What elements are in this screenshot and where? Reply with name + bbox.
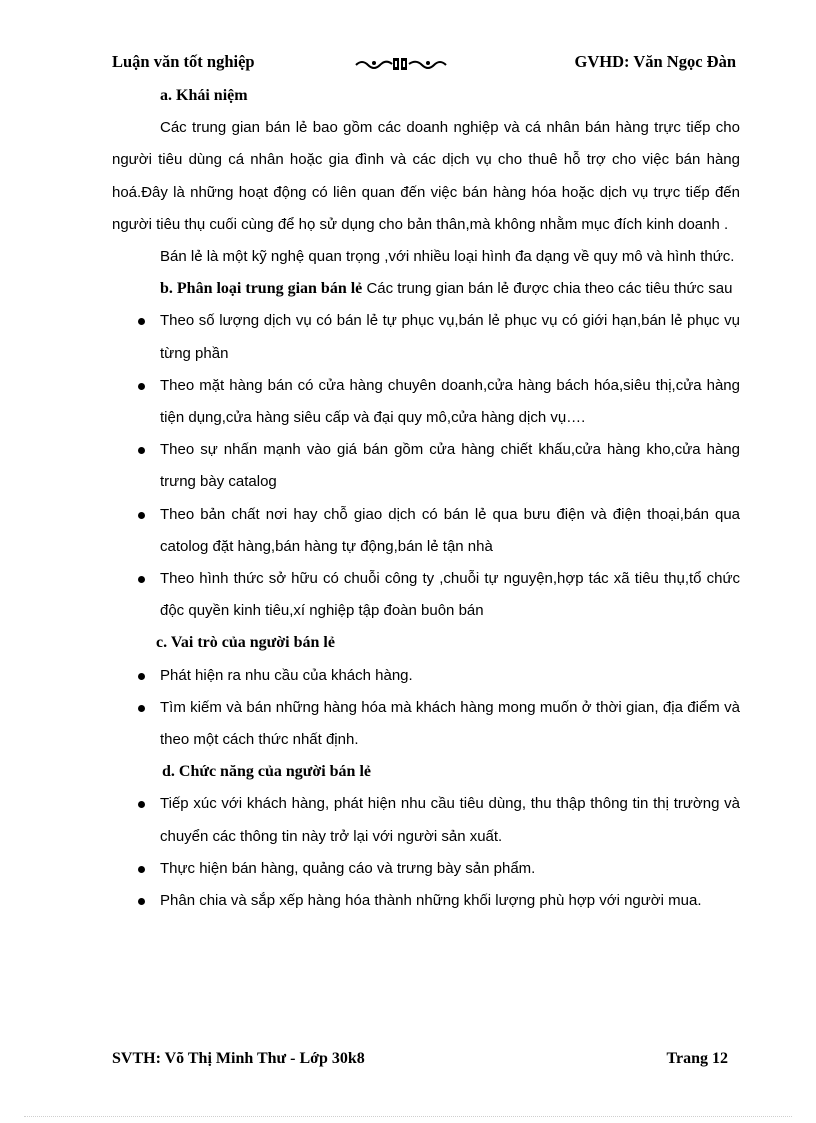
bullet-icon bbox=[138, 318, 145, 325]
bullet-icon bbox=[138, 512, 145, 519]
list-item bbox=[112, 788, 740, 852]
list-item bbox=[112, 370, 740, 434]
bullet-icon bbox=[138, 673, 145, 680]
bullet-icon bbox=[138, 801, 145, 808]
list-item-text: Phát hiện ra nhu cầu của khách hàng. bbox=[160, 666, 413, 684]
bullet-icon bbox=[138, 383, 145, 390]
student-label: SVTH: Võ Thị Minh Thư - Lớp 30k8 bbox=[112, 1050, 365, 1067]
list-item bbox=[112, 499, 740, 563]
thesis-label: Luận văn tốt nghiệp bbox=[112, 52, 255, 71]
list-item-text: Theo mặt hàng bán có cửa hàng chuyên doanh,cửa hàng bách hóa,siêu thị,cửa hàng tiện dụng,cửa hàng siêu cấp và đại quy mô,cửa hàng dịch vụ…. bbox=[160, 376, 740, 427]
bullet-icon bbox=[138, 705, 145, 712]
list-item-text: Theo hình thức sở hữu có chuỗi công ty ,chuỗi tự nguyện,hợp tác xã tiêu thụ,tổ chức độc quyền kinh tiêu,xí nghiệp tập đoàn buôn bán bbox=[160, 570, 740, 620]
page-bottom-divider bbox=[24, 1116, 792, 1117]
list-item-text: Theo bản chất nơi hay chỗ giao dịch có bán lẻ qua bưu điện và điện thoại,bán qua catolog đặt hàng,bán hàng tự động,bán lẻ tận nhà bbox=[160, 505, 740, 555]
section-c-heading: c. Vai trò của người bán lẻ bbox=[156, 634, 335, 652]
list-item bbox=[112, 305, 740, 369]
bullet-icon bbox=[138, 898, 145, 905]
section-a-heading: a. Khái niệm bbox=[160, 87, 248, 104]
list-item-text: Theo số lượng dịch vụ có bán lẻ tự phục vụ,bán lẻ phục vụ có giới hạn,bán lẻ phục vụ từng phần bbox=[160, 312, 740, 362]
section-b-list bbox=[112, 305, 740, 627]
list-item-text: Phân chia và sắp xếp hàng hóa thành những khối lượng phù hợp với người mua. bbox=[160, 892, 702, 910]
page-number: Trang 12 bbox=[666, 1050, 728, 1067]
section-b-intro-text: Các trung gian bán lẻ được chia theo các tiêu thức sau bbox=[362, 280, 733, 298]
page-header bbox=[112, 50, 738, 76]
bullet-icon bbox=[138, 447, 145, 454]
list-item bbox=[112, 853, 740, 885]
section-a-paragraph-1: Các trung gian bán lẻ bao gồm các doanh nghiệp và cá nhân bán hàng trực tiếp cho người tiêu dùng cá nhân hoặc gia đình và các dịch vụ cho thuê hỗ trợ cho việc bán hàng hoá.Đây là những hoạt động có liên quan đến việc bán hàng hóa hoặc dịch vụ trực tiếp đến người tiêu thụ cuối cùng để họ sử dụng cho bản thân,mà không nhằm mục đích kinh doanh . bbox=[112, 119, 740, 233]
list-item bbox=[112, 692, 740, 756]
page-content bbox=[112, 80, 740, 917]
section-a-paragraph-2: Bán lẻ là một kỹ nghệ quan trọng ,với nhiều loại hình đa dạng về quy mô và hình thức. bbox=[160, 248, 735, 266]
list-item bbox=[112, 660, 740, 692]
list-item-text: Thực hiện bán hàng, quảng cáo và trưng bày sản phẩm. bbox=[160, 859, 536, 877]
section-b-heading: b. Phân loại trung gian bán lẻ bbox=[160, 280, 363, 298]
list-item-text: Tìm kiếm và bán những hàng hóa mà khách hàng mong muốn ở thời gian, địa điểm và theo một cách thức nhất định. bbox=[160, 698, 740, 749]
section-d-list bbox=[112, 788, 740, 917]
list-item bbox=[112, 563, 740, 627]
list-item bbox=[112, 434, 740, 498]
bullet-icon bbox=[138, 576, 145, 583]
section-d-heading: d. Chức năng của người bán lẻ bbox=[162, 763, 371, 781]
advisor-label: GVHD: Văn Ngọc Đàn bbox=[574, 52, 736, 71]
bullet-icon bbox=[138, 866, 145, 873]
list-item-text: Theo sự nhấn mạnh vào giá bán gồm cửa hàng chiết khấu,cửa hàng kho,cửa hàng trưng bày catalog bbox=[160, 441, 740, 491]
list-item-text: Tiếp xúc với khách hàng, phát hiện nhu cầu tiêu dùng, thu thập thông tin thị trường và chuyển các thông tin này trở lại với người sản xuất. bbox=[160, 795, 740, 845]
section-b-intro bbox=[112, 273, 740, 305]
list-item bbox=[112, 885, 740, 917]
section-c-list bbox=[112, 660, 740, 757]
ornament-divider-icon bbox=[354, 56, 448, 72]
